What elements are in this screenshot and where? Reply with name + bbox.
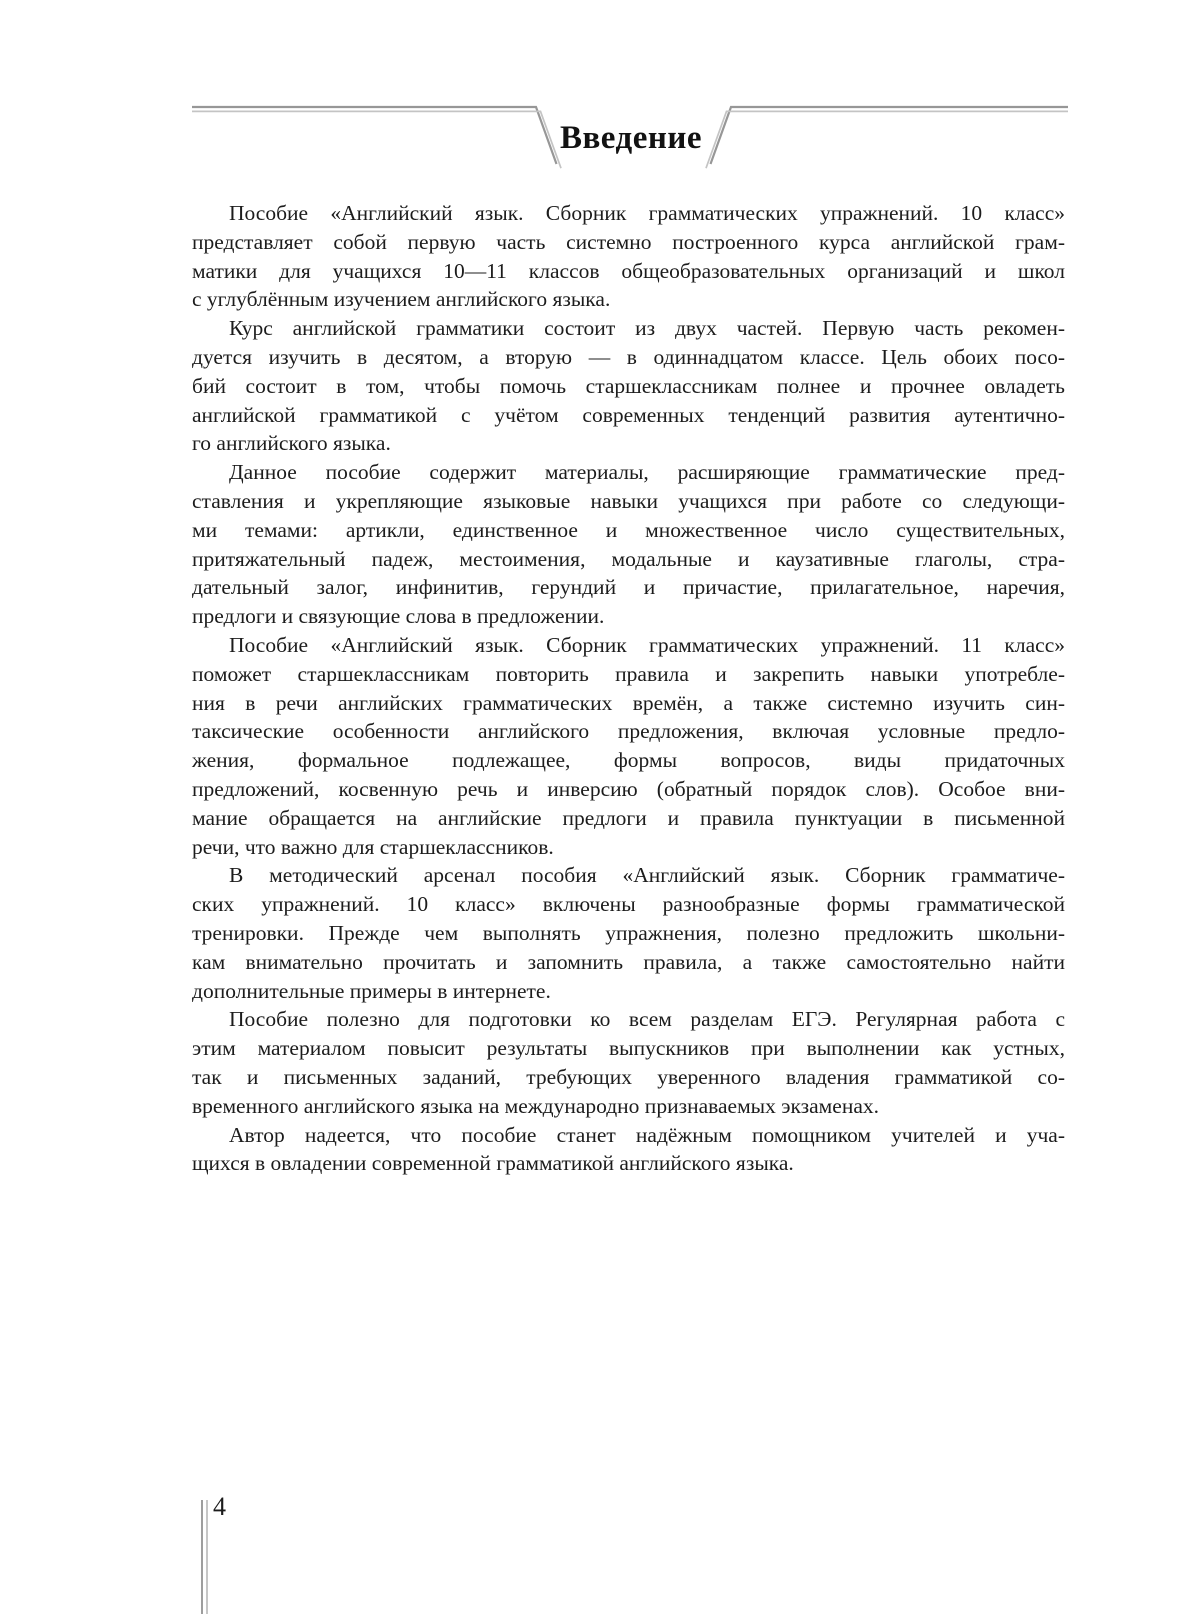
text-line: таксические особенности английского предложения, включая условные предло- [192,719,1065,744]
paragraph [192,314,1065,458]
text-line: предложений, косвенную речь и инверсию (обратный порядок слов). Особое вни- [192,776,1065,801]
paragraph [192,458,1065,631]
text-line: В методический арсенал пособия «Английский язык. Сборник грамматиче- [229,863,1065,888]
text-line: бий состоит в том, чтобы помочь старшеклассникам полнее и прочнее овладеть [192,373,1065,398]
text-line: тренировки. Прежде чем выполнять упражнения, полезно предложить школьни- [192,920,1065,945]
ornament-left-inner-line [192,111,561,168]
text-line: притяжательный падеж, местоимения, модальные и каузативные глаголы, стра- [192,546,1065,571]
text-line: дуется изучить в десятом, а вторую — в одиннадцатом классе. Цель обоих посо- [192,344,1065,369]
text-line: щихся в овладении современной грамматикой английского языка. [192,1151,794,1176]
ornament-right-inner-line [706,111,1068,168]
text-line: ми темами: артикли, единственное и множественное число существительных, [192,517,1065,542]
text-line: поможет старшеклассникам повторить правила и закрепить навыки употребле- [192,661,1065,686]
text-line: го английского языка. [192,431,391,456]
paragraph [192,1121,1065,1179]
paragraph [192,861,1065,1005]
body-text [192,199,1065,1178]
text-line: с углублённым изучением английского языка. [192,287,611,312]
text-line: мание обращается на английские предлоги и правила пунктуации в письменной [192,805,1065,830]
text-line: ских упражнений. 10 класс» включены разнообразные формы грамматической [192,892,1065,917]
text-line: дополнительные примеры в интернете. [192,978,551,1003]
text-line: временного английского языка на международно признаваемых экзаменах. [192,1093,879,1118]
text-line: жения, формальное подлежащее, формы вопросов, виды придаточных [192,748,1065,773]
footer-rule-light-line [206,1500,208,1614]
text-line: матики для учащихся 10—11 классов общеобразовательных организаций и школ [192,258,1065,283]
text-line: представляет собой первую часть системно построенного курса английской грам- [192,229,1065,254]
text-line: предлоги и связующие слова в предложении. [192,604,605,629]
text-line: речи, что важно для старшеклассников. [192,834,554,859]
text-line: ния в речи английских грамматических времён, а также системно изучить син- [192,690,1065,715]
text-line: Данное пособие содержит материалы, расширяющие грамматические пред- [229,460,1065,485]
page-number: 4 [213,1492,226,1521]
ornament-left-outer-line [192,107,557,164]
footer-rule-dark-line [201,1500,203,1614]
chapter-heading-ornament [0,0,1200,190]
text-line: английской грамматикой с учётом современных тенденций развития аутентично- [192,402,1065,427]
text-line: дательный залог, инфинитив, герундий и причастие, прилагательное, наречия, [192,575,1065,600]
page-title: Введение [559,120,703,156]
paragraph [192,199,1065,314]
footer-rule [201,1500,209,1614]
text-line: Пособие «Английский язык. Сборник грамматических упражнений. 11 класс» [229,632,1065,657]
paragraph [192,1005,1065,1120]
text-line: ставления и укрепляющие языковые навыки учащихся при работе со следующи- [192,488,1065,513]
text-line: Курс английской грамматики состоит из двух частей. Первую часть рекомен- [229,316,1065,341]
text-line: этим материалом повысит результаты выпускников при выполнении как устных, [192,1036,1065,1061]
text-line: Автор надеется, что пособие станет надёжным помощником учителей и уча- [229,1122,1065,1147]
text-line: так и письменных заданий, требующих уверенного владения грамматикой со- [192,1064,1065,1089]
text-line: кам внимательно прочитать и запомнить правила, а также самостоятельно найти [192,949,1065,974]
paragraph [192,631,1065,861]
text-line: Пособие «Английский язык. Сборник грамматических упражнений. 10 класс» [229,201,1065,225]
text-line: Пособие полезно для подготовки ко всем разделам ЕГЭ. Регулярная работа с [229,1007,1065,1032]
ornament-right-outer-line [711,107,1069,164]
